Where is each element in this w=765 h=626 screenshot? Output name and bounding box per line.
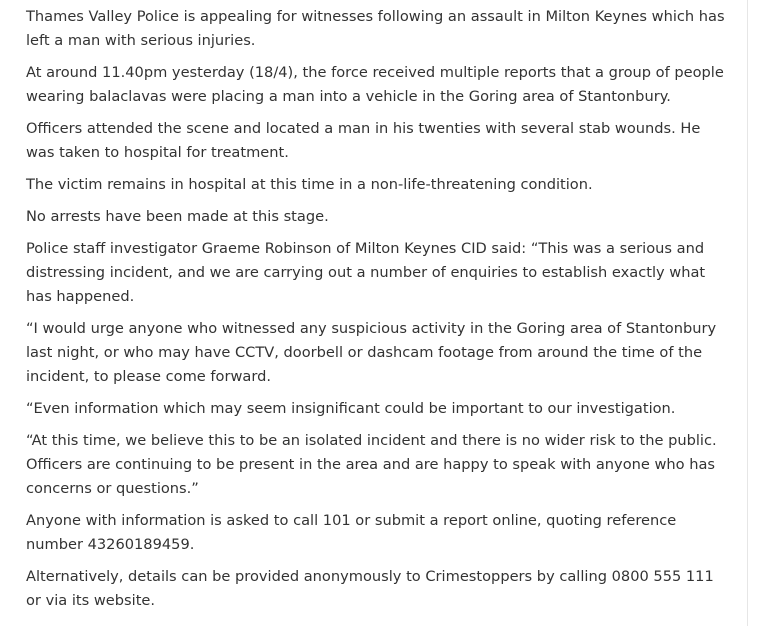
paragraph-urge-witnesses: “I would urge anyone who witnessed any suspicious activity in the Goring area of Stantonbury last night, or who may have CCTV, doorbell or dashcam footage from around the time of the incident, to please come forward. <box>26 320 717 385</box>
paragraph-victim-condition: The victim remains in hospital at this time in a non-life-threatening condition. <box>26 176 593 193</box>
paragraph-investigator-quote: Police staff investigator Graeme Robinson of Milton Keynes CID said: “This was a serious and distressing incident, and we are carrying out a number of enquiries to establish exactly what has happened. <box>26 240 706 305</box>
paragraph-no-arrests: No arrests have been made at this stage. <box>26 208 329 225</box>
paragraph-officers-attended: Officers attended the scene and located a man in his twenties with several stab wounds. He was taken to hospital for treatment. <box>26 120 701 161</box>
article-body <box>26 5 726 621</box>
paragraph-appeal: Thames Valley Police is appealing for witnesses following an assault in Milton Keynes which has left a man with serious injuries. <box>26 8 725 49</box>
paragraph-reports: At around 11.40pm yesterday (18/4), the force received multiple reports that a group of people wearing balaclavas were placing a man into a vehicle in the Goring area of Stantonbury. <box>26 64 724 105</box>
paragraph-call-101: Anyone with information is asked to call 101 or submit a report online, quoting reference number 43260189459. <box>26 512 677 553</box>
right-divider <box>747 0 748 626</box>
paragraph-isolated-incident: “At this time, we believe this to be an isolated incident and there is no wider risk to the public. Officers are continuing to be present in the area and are happy to speak with anyone who has concerns or questions.” <box>26 432 717 497</box>
paragraph-crimestoppers: Alternatively, details can be provided anonymously to Crimestoppers by calling 0800 555 111 or via its website. <box>26 568 714 609</box>
paragraph-insignificant-info: “Even information which may seem insignificant could be important to our investigation. <box>26 400 676 417</box>
